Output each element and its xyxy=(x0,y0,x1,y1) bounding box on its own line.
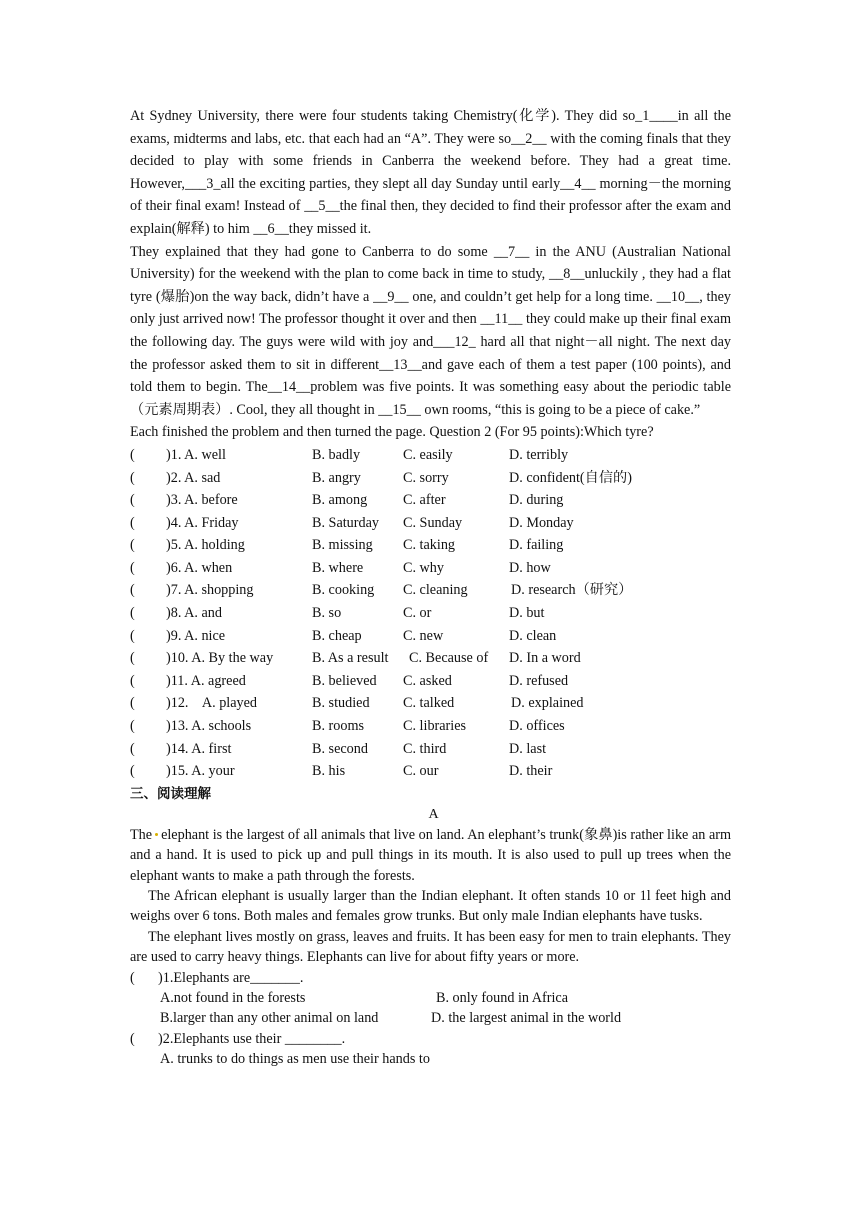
option-b: B. so xyxy=(312,605,342,622)
option-c: C. or xyxy=(403,605,432,622)
reading-paragraph-2: The African elephant is usually larger than the Indian elephant. It often stands 10 or 1l feet high and weighs over 6 tons. Both males and females grow trunks. But only male Indian elephants have tusks. xyxy=(130,888,731,925)
option-a: )14. A. first xyxy=(166,740,232,757)
reading-paragraph-1 xyxy=(130,825,731,886)
cloze-question xyxy=(130,557,731,580)
option-c: C. cleaning xyxy=(403,582,468,599)
reading-options-row xyxy=(130,988,731,1008)
answer-blank[interactable]: ( xyxy=(130,582,135,599)
option-d: D. last xyxy=(509,740,547,757)
option-c: C. asked xyxy=(403,672,452,689)
answer-blank[interactable]: ( xyxy=(130,763,135,780)
cloze-question xyxy=(130,738,731,761)
answer-blank[interactable]: ( xyxy=(130,650,135,667)
paragraph-rest: elephant is the largest of all animals that live on land. An elephant’s trunk(象鼻)is rather like an arm and a hand. It is used to pick up and pull things in its mouth. It is also used to pull up trees when the elephant wants to make a path through the forests. xyxy=(130,826,731,884)
option-b: B. where xyxy=(312,559,364,576)
option-a: )9. A. nice xyxy=(166,627,226,644)
answer-blank[interactable]: ( xyxy=(130,740,135,757)
cloze-paragraph-2: They explained that they had gone to Canberra to do some __7__ in the ANU (Australian National University) for the weekend with the plan to come back in time to study, __8__unluckily , they had a flat tyre (爆胎)on the way back, didn’t have a __9__ one, and couldn’t get help for a long time. __10__, they only just arrived now! The professor thought it over and then __11__ they could make up their final exam the following day. The guys were wild with joy and___12_ hard all that night－all night. The next day the professor asked them to sit in different__13__and gave each of them a test paper (100 points), and told them to begin. The__14__problem was five points. It was something easy about the periodic table（元素周期表）. Cool, they all thought in __15__ own rooms, “this is going to be a piece of cake.” xyxy=(130,243,731,418)
option-d: D. explained xyxy=(511,695,584,712)
passage-label: A xyxy=(428,806,439,822)
answer-blank[interactable]: ( xyxy=(130,446,135,463)
cloze-question xyxy=(130,602,731,625)
option-b: B. cooking xyxy=(312,582,375,599)
answer-blank[interactable]: ( xyxy=(130,559,135,576)
reading-options-row xyxy=(130,1008,731,1028)
cloze-question xyxy=(130,647,731,670)
option-d: D. clean xyxy=(509,627,557,644)
option-d: D. Monday xyxy=(509,514,574,531)
option-c: C. why xyxy=(403,559,444,576)
option-c: C. sorry xyxy=(403,469,449,486)
option-b: B. rooms xyxy=(312,718,365,735)
cloze-question xyxy=(130,579,731,602)
answer-blank[interactable]: ( xyxy=(130,537,135,554)
option-b: B. believed xyxy=(312,672,377,689)
option-a: )1. A. well xyxy=(166,446,226,463)
paragraph-start: The xyxy=(130,826,153,843)
option-c: C. third xyxy=(403,740,447,757)
option-d: D. but xyxy=(509,605,545,622)
option-a: A. trunks to do things as men use their hands to xyxy=(160,1051,430,1068)
section-title: 三、阅读理解 xyxy=(130,785,211,802)
option-a: )3. A. before xyxy=(166,492,238,509)
option-b: B. cheap xyxy=(312,627,362,644)
option-a: )12. A. played xyxy=(166,695,258,712)
option-b: B. among xyxy=(312,492,368,509)
option-c: C. taking xyxy=(403,537,456,554)
option-c: C. new xyxy=(403,627,444,644)
option-a: )11. A. agreed xyxy=(166,672,246,689)
cloze-paragraph-1: At Sydney University, there were four students taking Chemistry(化学). They did so_1____in all the exams, midterms and labs, etc. that each had an “A”. They were so__2__ with the coming finals that they decided to play with some friends in Canberra the weekend before. They had a great time. However,___3_all the exciting parties, they slept all day Sunday until early__4__ morning－the morning of their final exam! Instead of __5__the final then, they decided to find their professor after the exam and explain(解释) to him __6__they missed it. xyxy=(130,108,731,237)
option-c: C. talked xyxy=(403,695,455,712)
option-b: B. only found in Africa xyxy=(436,990,569,1007)
option-d: D. failing xyxy=(509,537,564,554)
cloze-question-list xyxy=(130,444,731,783)
answer-blank[interactable]: ( xyxy=(130,718,135,735)
answer-blank[interactable]: ( xyxy=(130,627,135,644)
option-a: A.not found in the forests xyxy=(160,990,306,1007)
option-d: D. confident(自信的) xyxy=(509,469,632,486)
option-b: B. angry xyxy=(312,469,361,486)
reading-question-2 xyxy=(130,1029,731,1049)
option-c: C. Because of xyxy=(409,650,489,667)
reading-paragraph-3: The elephant lives mostly on grass, leaves and fruits. It has been easy for men to train elephants. They are used to carry heavy things. Elephants can live for about fifty years or more. xyxy=(130,928,731,966)
option-a: )4. A. Friday xyxy=(166,514,239,531)
option-a: )15. A. your xyxy=(166,763,235,780)
option-b: B. his xyxy=(312,763,346,780)
option-b: B. As a result xyxy=(312,650,389,667)
answer-blank[interactable]: ( xyxy=(130,469,135,486)
option-d: D. how xyxy=(509,559,551,576)
question-stem: )2.Elephants use their ________. xyxy=(158,1030,346,1047)
option-d: D. terribly xyxy=(509,446,569,463)
answer-blank[interactable]: ( xyxy=(130,605,135,622)
option-d: D. during xyxy=(509,492,564,509)
option-b: B. Saturday xyxy=(312,514,379,531)
option-d: D. the largest animal in the world xyxy=(431,1010,622,1027)
option-b: B. second xyxy=(312,740,368,757)
option-a: )8. A. and xyxy=(166,605,222,622)
cloze-question xyxy=(130,715,731,738)
option-c: C. after xyxy=(403,492,446,509)
option-d: D. refused xyxy=(509,672,569,689)
answer-blank[interactable]: ( xyxy=(130,514,135,531)
option-c: B.larger than any other animal on land xyxy=(160,1010,379,1027)
cloze-question xyxy=(130,625,731,648)
option-d: D. their xyxy=(509,763,553,780)
cloze-question xyxy=(130,760,731,783)
option-a: )6. A. when xyxy=(166,559,233,576)
option-d: D. In a word xyxy=(509,650,581,667)
cloze-question xyxy=(130,534,731,557)
option-b: B. badly xyxy=(312,446,361,463)
cloze-question xyxy=(130,467,731,490)
option-b: B. missing xyxy=(312,537,373,554)
question-stem: )1.Elephants are_______. xyxy=(158,969,304,986)
answer-blank[interactable]: ( xyxy=(130,695,135,712)
answer-blank[interactable]: ( xyxy=(130,969,135,986)
option-a: )10. A. By the way xyxy=(166,650,274,667)
cloze-question xyxy=(130,444,731,467)
option-c: C. easily xyxy=(403,446,453,463)
cloze-question xyxy=(130,692,731,715)
reading-options-row xyxy=(130,1049,731,1069)
option-a: )7. A. shopping xyxy=(166,582,254,599)
document-page xyxy=(130,105,731,1070)
option-c: C. Sunday xyxy=(403,514,463,531)
reading-question-1 xyxy=(130,968,731,988)
cloze-question xyxy=(130,670,731,693)
answer-blank[interactable]: ( xyxy=(130,492,135,509)
cloze-question xyxy=(130,489,731,512)
cloze-question xyxy=(130,512,731,535)
marker-dot xyxy=(155,833,158,836)
option-b: B. studied xyxy=(312,695,370,712)
option-d: D. offices xyxy=(509,718,565,735)
answer-blank[interactable]: ( xyxy=(130,1030,135,1047)
option-a: )2. A. sad xyxy=(166,469,221,486)
answer-blank[interactable]: ( xyxy=(130,672,135,689)
option-a: )5. A. holding xyxy=(166,537,245,554)
option-d: D. research（研究） xyxy=(511,582,633,599)
option-c: C. our xyxy=(403,763,439,780)
option-c: C. libraries xyxy=(403,718,467,735)
cloze-paragraph-3: Each finished the problem and then turned the page. Question 2 (For 95 points):Which tyre? xyxy=(130,424,654,441)
option-a: )13. A. schools xyxy=(166,718,252,735)
